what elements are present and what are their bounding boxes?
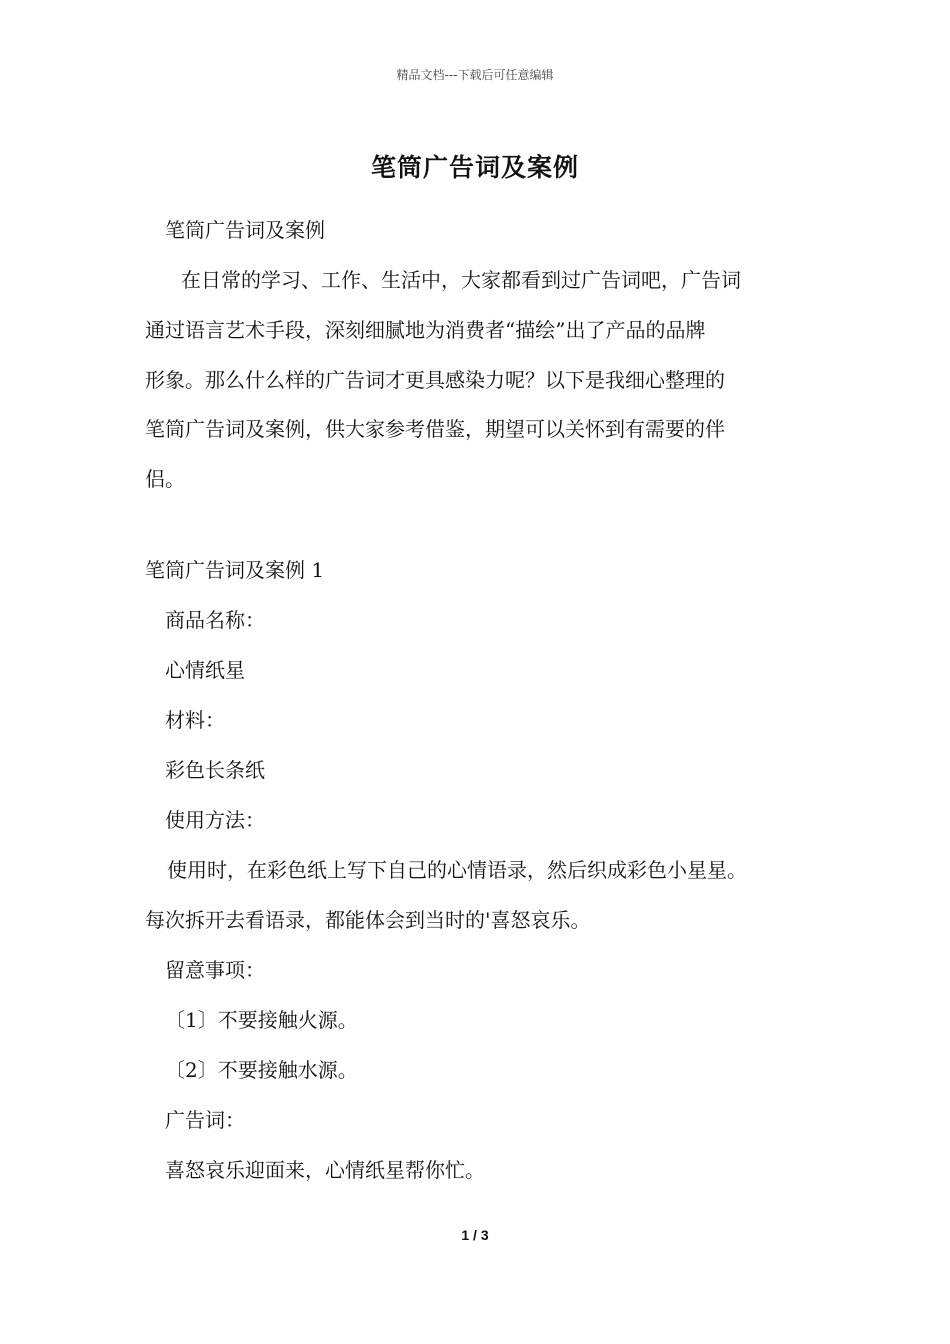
- paragraph-line: 形象。那么什么样的广告词才更具感染力呢？以下是我细心整理的: [145, 368, 725, 392]
- document-title: 笔筒广告词及案例: [370, 153, 579, 182]
- current-page-number: 1: [461, 1227, 470, 1243]
- field-label-material: 材料：: [165, 708, 225, 732]
- field-label-notes: 留意事项：: [165, 958, 265, 982]
- paragraph-line: 在日常的学习、工作、生活中，大家都看到过广告词吧，广告词: [181, 268, 741, 292]
- header-note: 精品文档---下载后可任意编辑: [396, 68, 554, 82]
- page-separator: /: [469, 1227, 481, 1243]
- note-item: 〔1〕不要接触火源。: [165, 1008, 358, 1032]
- paragraph-line: 侣。: [145, 467, 185, 491]
- page-footer: [0, 1227, 950, 1243]
- paragraph-line: 笔筒广告词及案例，供大家参考借鉴，期望可以关怀到有需要的伴: [145, 417, 725, 441]
- field-label-product-name: 商品名称：: [165, 608, 265, 632]
- note-item: 〔2〕不要接触水源。: [165, 1058, 358, 1082]
- field-value-material: 彩色长条纸: [165, 758, 265, 782]
- usage-text-line: 每次拆开去看语录，都能体会到当时的'喜怒哀乐。: [145, 908, 591, 932]
- total-pages: 3: [480, 1227, 489, 1243]
- field-label-slogan: 广告词：: [165, 1108, 245, 1132]
- field-value-product-name: 心情纸星: [165, 658, 245, 682]
- section-heading-intro: 笔筒广告词及案例: [165, 218, 325, 242]
- usage-text-line: 使用时，在彩色纸上写下自己的心情语录，然后织成彩色小星星。: [167, 858, 747, 882]
- paragraph-line: 通过语言艺术手段，深刻细腻地为消费者“描绘”出了产品的品牌: [145, 318, 706, 342]
- slogan-text: 喜怒哀乐迎面来，心情纸星帮你忙。: [165, 1158, 485, 1182]
- section-heading-case-1: 笔筒广告词及案例 1: [145, 558, 325, 582]
- field-label-usage: 使用方法：: [165, 808, 265, 832]
